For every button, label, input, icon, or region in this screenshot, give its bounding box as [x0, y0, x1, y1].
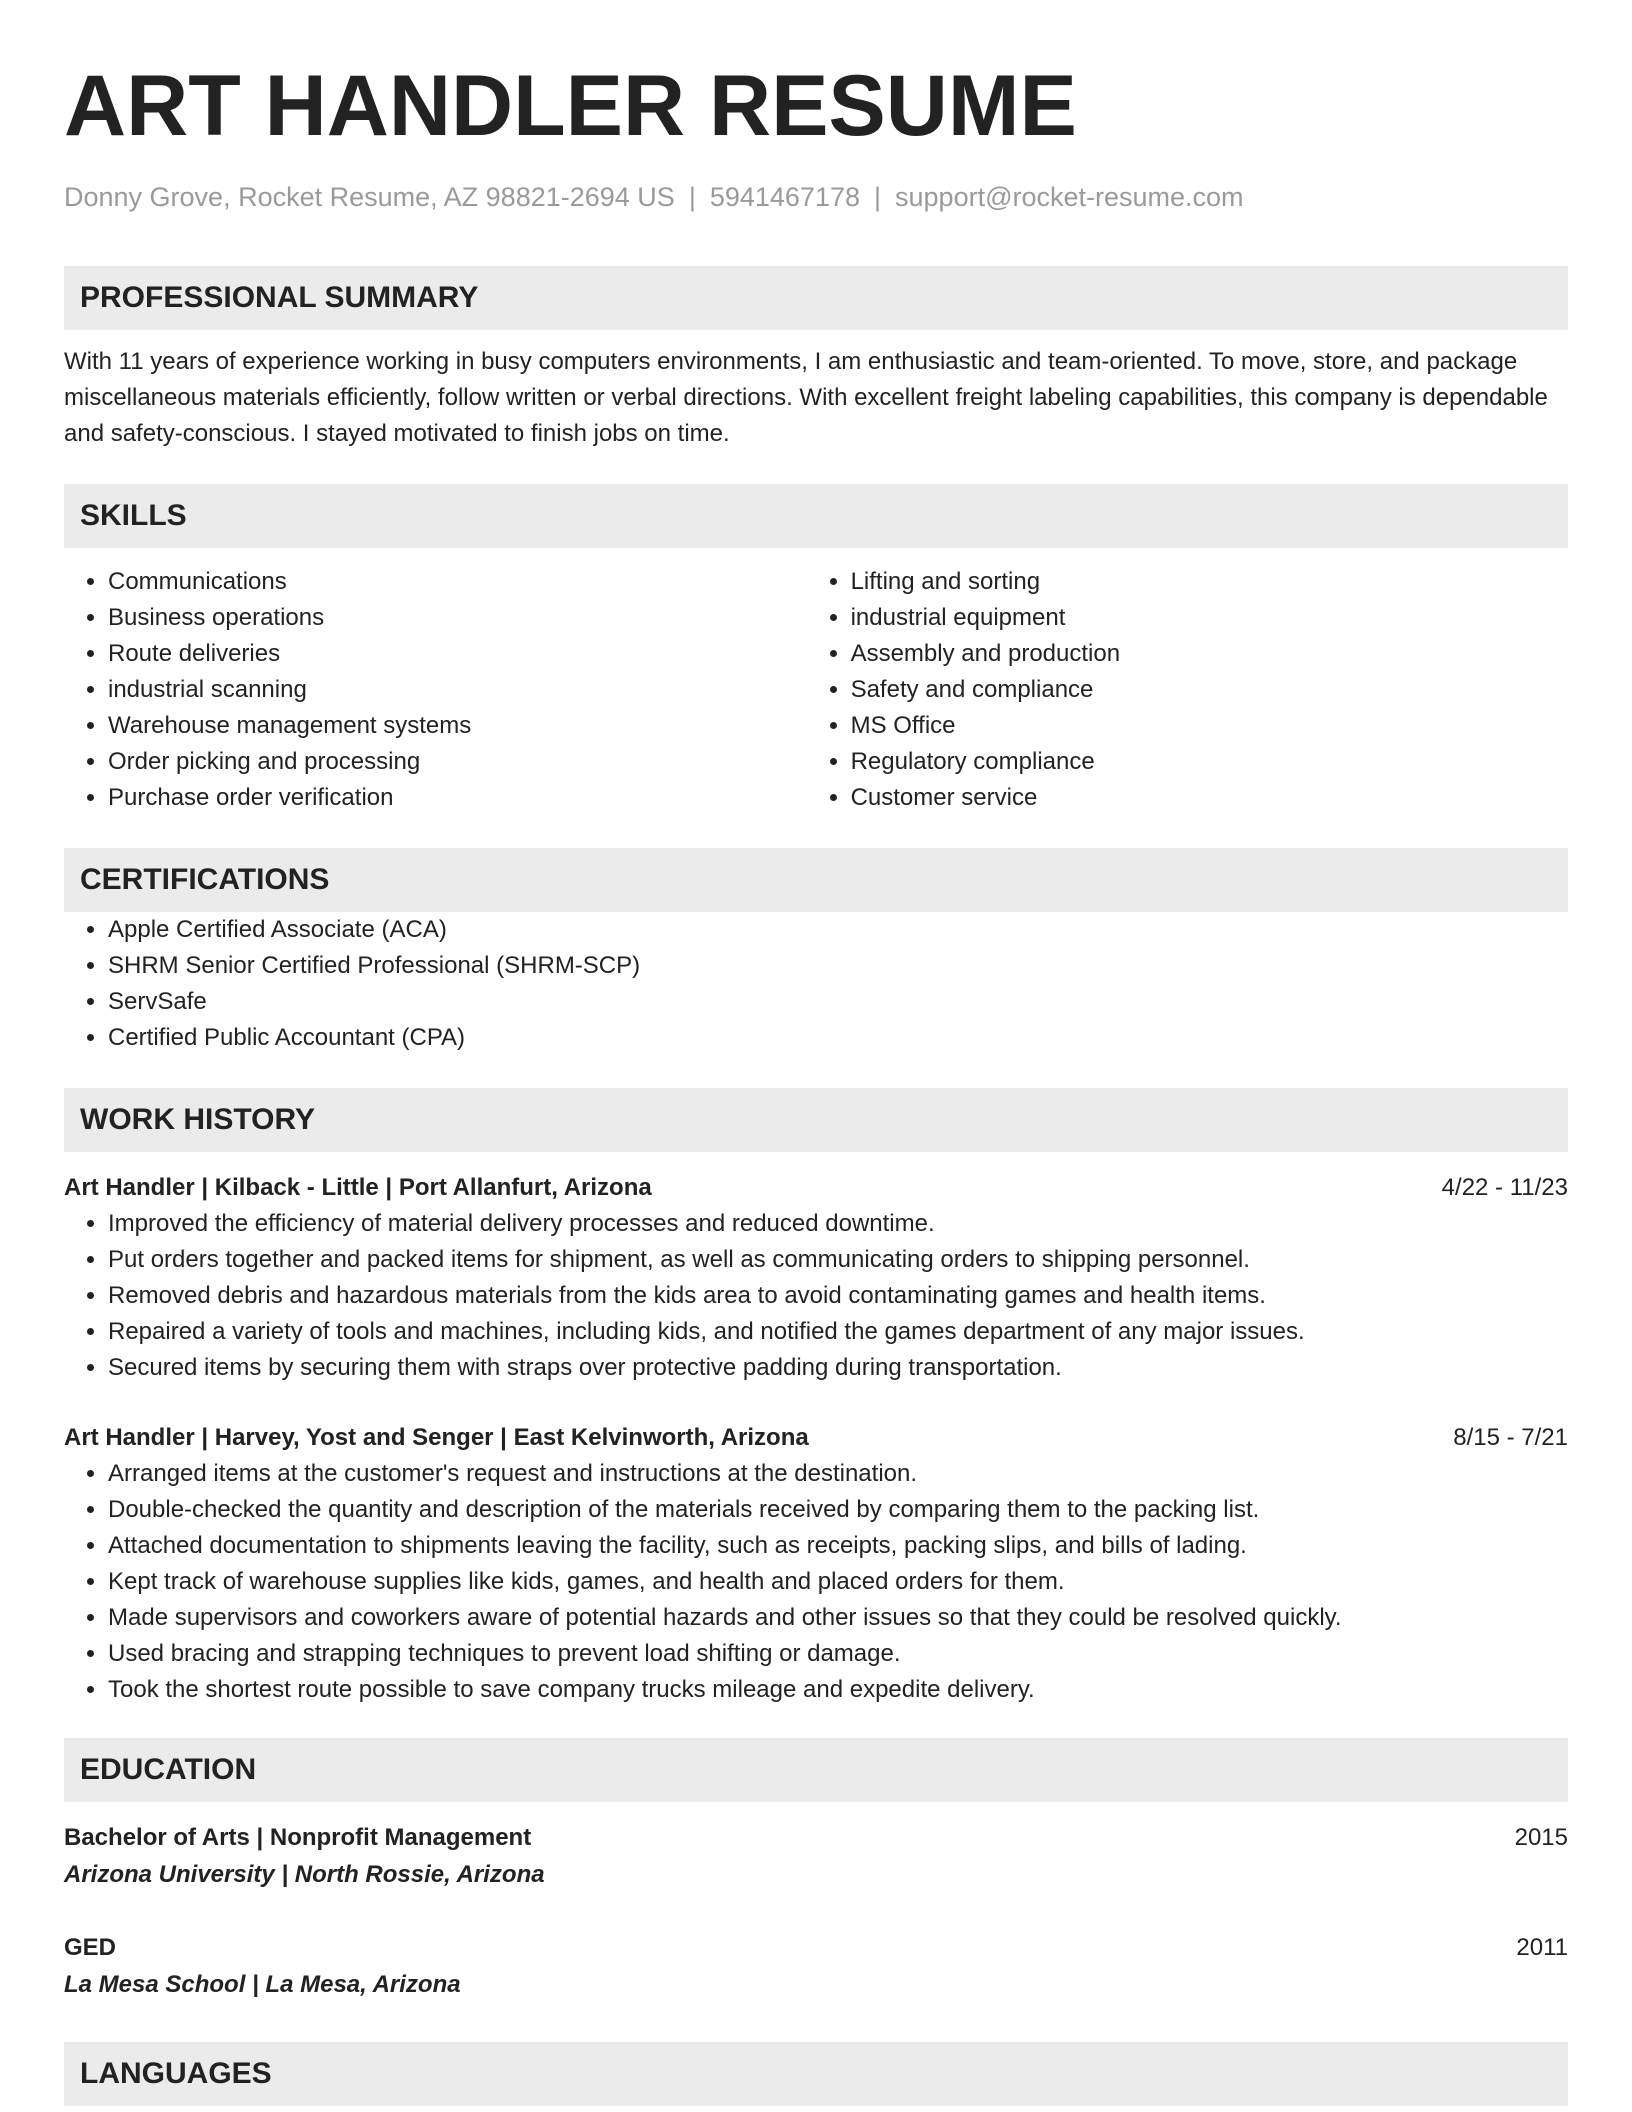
certification-item: • Apple Certified Associate (ACA)	[108, 912, 1568, 948]
job-duty: • Arranged items at the customer's request and instructions at the destination.	[108, 1456, 1568, 1492]
job-duty: • Used bracing and strapping techniques to prevent load shifting or damage.	[108, 1636, 1568, 1672]
skill-item: • Purchase order verification	[108, 780, 807, 816]
contact-address: Donny Grove, Rocket Resume, AZ 98821-2694 US	[64, 182, 675, 212]
job-header	[64, 1170, 1568, 1206]
skills-list-right	[807, 564, 1568, 816]
certification-item: • ServSafe	[108, 984, 1568, 1020]
skills-list-left	[64, 564, 807, 816]
education-year: 2015	[1514, 1824, 1568, 1851]
education-degree: GED	[64, 1934, 117, 1961]
skill-item: • industrial equipment	[851, 600, 1568, 636]
job-entry	[64, 1170, 1568, 1386]
job-duty: • Improved the efficiency of material delivery processes and reduced downtime.	[108, 1206, 1568, 1242]
job-duty: • Kept track of warehouse supplies like kids, games, and health and placed orders for them.	[108, 1564, 1568, 1600]
job-dates: 8/15 - 7/21	[1453, 1424, 1568, 1451]
skill-item: • Order picking and processing	[108, 744, 807, 780]
job-title: Art Handler | Kilback - Little | Port Allanfurt, Arizona	[64, 1174, 652, 1201]
section-heading-languages: LANGUAGES	[64, 2042, 1568, 2106]
page-title: ART HANDLER RESUME	[64, 58, 1077, 154]
skill-item: • Customer service	[851, 780, 1568, 816]
job-dates: 4/22 - 11/23	[1441, 1174, 1568, 1201]
certification-item: • SHRM Senior Certified Professional (SHRM-SCP)	[108, 948, 1568, 984]
contact-line	[64, 180, 1568, 214]
contact-phone: 5941467178	[709, 182, 860, 212]
education-school: La Mesa School | La Mesa, Arizona	[64, 1971, 461, 1998]
job-duty: • Secured items by securing them with straps over protective padding during transportation.	[108, 1350, 1568, 1386]
section-heading-work-history: WORK HISTORY	[64, 1088, 1568, 1152]
section-heading-certifications: CERTIFICATIONS	[64, 848, 1568, 912]
job-header	[64, 1420, 1568, 1456]
contact-separator: |	[874, 182, 882, 212]
education-school: Arizona University | North Rossie, Arizona	[64, 1861, 545, 1888]
skill-item: • industrial scanning	[108, 672, 807, 708]
job-duty: • Removed debris and hazardous materials from the kids area to avoid contaminating games and health items.	[108, 1278, 1568, 1314]
education-header	[64, 1820, 1568, 1856]
skill-item: • MS Office	[851, 708, 1568, 744]
job-duty: • Put orders together and packed items for shipment, as well as communicating orders to shipping personnel.	[108, 1242, 1568, 1278]
section-heading-skills: SKILLS	[64, 484, 1568, 548]
job-duty: • Attached documentation to shipments leaving the facility, such as receipts, packing slips, and bills of lading.	[108, 1528, 1568, 1564]
education-year: 2011	[1516, 1934, 1568, 1961]
job-duty: • Made supervisors and coworkers aware of potential hazards and other issues so that they could be resolved quickly.	[108, 1600, 1568, 1636]
certification-item: • Certified Public Accountant (CPA)	[108, 1020, 1568, 1056]
certifications-list	[64, 912, 1568, 1056]
skills-grid	[64, 564, 1568, 816]
education-header	[64, 1930, 1568, 1966]
skill-item: • Communications	[108, 564, 807, 600]
job-duty: • Repaired a variety of tools and machines, including kids, and notified the games department of any major issues.	[108, 1314, 1568, 1350]
skill-item: • Safety and compliance	[851, 672, 1568, 708]
job-duties-list	[64, 1456, 1568, 1708]
job-title: Art Handler | Harvey, Yost and Senger | East Kelvinworth, Arizona	[64, 1424, 809, 1451]
skill-item: • Assembly and production	[851, 636, 1568, 672]
job-duty: • Took the shortest route possible to save company trucks mileage and expedite delivery.	[108, 1672, 1568, 1708]
contact-separator: |	[688, 182, 696, 212]
education-degree: Bachelor of Arts | Nonprofit Management	[64, 1824, 532, 1851]
skill-item: • Warehouse management systems	[108, 708, 807, 744]
skill-item: • Route deliveries	[108, 636, 807, 672]
skill-item: • Business operations	[108, 600, 807, 636]
contact-email: support@rocket-resume.com	[895, 182, 1244, 212]
section-heading-summary: PROFESSIONAL SUMMARY	[64, 266, 1568, 330]
section-heading-education: EDUCATION	[64, 1738, 1568, 1802]
job-duty: • Double-checked the quantity and description of the materials received by comparing them to the packing list.	[108, 1492, 1568, 1528]
skill-item: • Lifting and sorting	[851, 564, 1568, 600]
skill-item: • Regulatory compliance	[851, 744, 1568, 780]
job-duties-list	[64, 1206, 1568, 1386]
education-entry	[64, 1930, 1568, 2004]
job-entry	[64, 1420, 1568, 1708]
summary-text: With 11 years of experience working in busy computers environments, I am enthusiastic and team-oriented. To move, store, and package miscellaneous materials efficiently, follow written or verbal directions. With excellent freight labeling capabilities, this company is dependable and safety-conscious. I stayed motivated to finish jobs on time.	[64, 348, 1548, 447]
education-entry	[64, 1820, 1568, 1894]
